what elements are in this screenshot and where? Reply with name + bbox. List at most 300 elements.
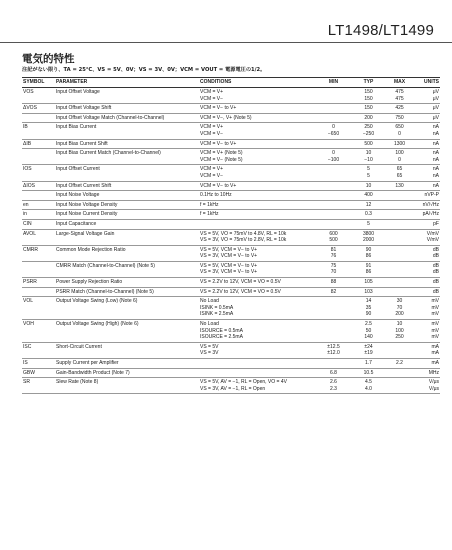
cell-max-line	[387, 263, 412, 270]
cell-units	[413, 165, 440, 181]
cell-units-line: MHz	[428, 369, 439, 376]
cell-units-line: μV	[432, 95, 439, 102]
cell-typ-line: 150	[364, 89, 373, 95]
cell-units-line: mV	[431, 311, 439, 318]
cell-typ	[351, 229, 386, 245]
cell-units-line: nA	[432, 150, 439, 157]
cell-parameter: Supply Current per Amplifier	[55, 359, 199, 369]
cell-max-line	[387, 379, 412, 386]
cell-max-line: 475	[395, 89, 404, 95]
cell-typ	[351, 297, 386, 320]
cell-max	[386, 297, 413, 320]
cell-conditions-line: VS = 3V, VCM = V− to V+	[200, 269, 258, 276]
cell-typ	[351, 200, 386, 210]
cell-units-line: mV	[431, 298, 439, 305]
cell-conditions-line: VS = 2.2V to 12V, VCM = VO = 0.5V	[200, 288, 281, 295]
cell-conditions-line	[200, 370, 315, 377]
cell-max-line: 10	[396, 321, 403, 328]
cell-units	[413, 261, 440, 277]
cell-min-line: 82	[330, 288, 337, 295]
cell-max-line	[387, 370, 412, 377]
table-row	[22, 245, 440, 261]
cell-min-line: 88	[330, 279, 337, 286]
cell-max	[386, 342, 413, 358]
cell-conditions-line: f = 1kHz	[200, 211, 219, 218]
cell-parameter: Output Voltage Swing (Low) (Note 6)	[55, 297, 199, 320]
table-row	[22, 191, 440, 201]
cell-typ	[351, 181, 386, 191]
cell-min-line	[317, 105, 350, 112]
cell-conditions-line: 0.1Hz to 10Hz	[200, 192, 232, 199]
cell-units	[413, 219, 440, 229]
cell-conditions-line: VS = 5V, VCM = V− to V+	[200, 262, 258, 269]
cell-max-line: 130	[395, 182, 404, 189]
cell-min-line: 2.3	[330, 385, 337, 392]
cell-conditions	[199, 287, 316, 297]
cell-typ	[351, 368, 386, 378]
cell-min	[316, 378, 351, 394]
cell-conditions	[199, 113, 316, 123]
cell-min	[316, 139, 351, 149]
cell-max-line: 1300	[393, 140, 406, 147]
cell-typ	[351, 210, 386, 220]
cell-min-line	[317, 360, 350, 367]
cell-min-line	[317, 89, 350, 96]
cell-min-line	[317, 141, 350, 148]
cell-conditions	[199, 139, 316, 149]
cell-parameter: CMRR Match (Channel-to-Channel) (Note 5)	[55, 261, 199, 277]
cell-units-line: nA	[432, 156, 439, 163]
cell-typ-line: 4.0	[365, 385, 372, 392]
electrical-characteristics-table	[22, 77, 440, 394]
table-row	[22, 287, 440, 297]
cell-max	[386, 320, 413, 343]
cell-units-line: nVP-P	[424, 192, 439, 199]
cell-conditions-line: VS = 3V, VO = 75mV to 2.8V, RL = 10k	[200, 237, 287, 244]
cell-max-line: 30	[396, 298, 403, 305]
cell-units-line: dB	[432, 253, 439, 260]
cell-units	[413, 113, 440, 123]
cell-conditions	[199, 245, 316, 261]
cell-conditions-line: VCM = V+	[200, 124, 224, 131]
cell-typ-line: ±24	[364, 343, 373, 350]
cell-max-line: 475	[395, 95, 404, 102]
cell-max-line: 100	[395, 327, 404, 334]
cell-typ	[351, 139, 386, 149]
cell-max	[386, 368, 413, 378]
cell-min-line: ±12.5	[327, 343, 340, 350]
cell-max	[386, 278, 413, 288]
cell-max-line	[387, 386, 412, 393]
cell-max-line: 2.2	[396, 360, 403, 366]
cell-min-line	[317, 305, 350, 312]
cell-conditions	[199, 104, 316, 114]
cell-parameter: Input Bias Current	[55, 123, 199, 139]
cell-typ	[351, 287, 386, 297]
cell-min-line: 75	[330, 262, 337, 269]
cell-units	[413, 297, 440, 320]
cell-max	[386, 219, 413, 229]
cell-typ-line: −250	[362, 130, 375, 137]
cell-typ-line: 12	[365, 201, 372, 208]
table-row	[22, 342, 440, 358]
cell-units-line: V/mV	[426, 237, 439, 244]
cell-max	[386, 229, 413, 245]
cell-symbol: IOS	[22, 165, 55, 181]
cell-symbol: ISC	[22, 342, 55, 358]
cell-conditions-line: VCM = V− to V+	[200, 182, 237, 189]
cell-max-line: 200	[395, 311, 404, 318]
cell-min	[316, 200, 351, 210]
cell-typ	[351, 359, 386, 369]
cell-units-line: dB	[432, 288, 439, 295]
cell-units-line: dB	[432, 279, 439, 286]
cell-conditions-line: No Load	[200, 321, 219, 328]
cell-typ	[351, 278, 386, 288]
table-row	[22, 210, 440, 220]
cell-typ-line: 103	[364, 288, 373, 295]
cell-max-line: 250	[395, 334, 404, 341]
cell-parameter: Input Offset Current	[55, 165, 199, 181]
cell-min-line	[317, 298, 350, 305]
cell-typ	[351, 123, 386, 139]
cell-max-line	[387, 253, 412, 260]
cell-max	[386, 378, 413, 394]
cell-symbol	[22, 287, 55, 297]
cell-units	[413, 210, 440, 220]
cell-min	[316, 104, 351, 114]
cell-symbol: ΔVOS	[22, 104, 55, 114]
cell-parameter: Large-Signal Voltage Gain	[55, 229, 199, 245]
cell-conditions-line: VCM = V−	[200, 95, 224, 102]
cell-units-line: μV	[432, 105, 439, 112]
cell-units-line: mA	[431, 350, 439, 357]
cell-units-line: V/mV	[426, 230, 439, 237]
table-row	[22, 88, 440, 104]
cell-max-line	[387, 237, 412, 244]
cell-typ-line: 1.7	[365, 360, 372, 366]
cell-conditions	[199, 342, 316, 358]
cell-conditions-line: VCM = V+	[200, 166, 224, 173]
cell-conditions-line: ISINK = 2.5mA	[200, 311, 234, 318]
cell-typ-line: 5	[367, 220, 370, 227]
cell-typ-line: −10	[364, 156, 373, 163]
cell-max	[386, 113, 413, 123]
column-header-max: MAX	[386, 78, 413, 88]
cell-min-line	[317, 334, 350, 341]
cell-units	[413, 378, 440, 394]
cell-units-line: dB	[432, 262, 439, 269]
cell-min	[316, 113, 351, 123]
cell-units	[413, 181, 440, 191]
cell-symbol: IS	[22, 359, 55, 369]
cell-conditions-line	[200, 221, 315, 228]
cell-units-line: dB	[432, 269, 439, 276]
cell-symbol: PSRR	[22, 278, 55, 288]
cell-min	[316, 261, 351, 277]
cell-typ-line: 90	[365, 246, 372, 253]
cell-typ	[351, 149, 386, 165]
cell-parameter: Power Supply Rejection Ratio	[55, 278, 199, 288]
cell-typ-line: 35	[365, 304, 372, 311]
cell-max-line: 70	[396, 304, 403, 311]
cell-min-line	[317, 311, 350, 318]
cell-units-line: nA	[432, 182, 439, 189]
cell-symbol: SR	[22, 378, 55, 394]
cell-typ-line: 86	[365, 269, 372, 276]
cell-typ	[351, 104, 386, 114]
table-row	[22, 278, 440, 288]
cell-units	[413, 123, 440, 139]
cell-min-line	[317, 211, 350, 218]
cell-units	[413, 139, 440, 149]
cell-typ-line: 91	[365, 262, 372, 269]
cell-max	[386, 210, 413, 220]
cell-conditions	[199, 278, 316, 288]
cell-typ	[351, 88, 386, 104]
cell-conditions-line: VCM = V− to V+	[200, 140, 237, 147]
cell-symbol	[22, 113, 55, 123]
cell-units-line: mA	[431, 343, 439, 350]
cell-symbol: en	[22, 200, 55, 210]
cell-max	[386, 181, 413, 191]
table-header-row	[22, 78, 440, 88]
cell-units	[413, 287, 440, 297]
table-row	[22, 378, 440, 394]
cell-max-line	[387, 269, 412, 276]
cell-units	[413, 342, 440, 358]
cell-units-line: mV	[431, 321, 439, 328]
cell-parameter: Input Noise Voltage Density	[55, 200, 199, 210]
cell-min-line: 76	[330, 253, 337, 260]
cell-min-line	[317, 183, 350, 190]
cell-conditions-line: VS = 5V, AV = −1, RL = Open, VO = 4V	[200, 379, 287, 386]
cell-conditions-line: No Load	[200, 298, 219, 305]
cell-max-line	[387, 289, 412, 296]
cell-conditions	[199, 261, 316, 277]
cell-symbol: ΔIB	[22, 139, 55, 149]
cell-units-line: V/μs	[428, 379, 439, 386]
table-row	[22, 104, 440, 114]
cell-units	[413, 359, 440, 369]
cell-units	[413, 278, 440, 288]
cell-max-line: 0	[398, 130, 401, 137]
cell-conditions-line: VCM = V− (Note 5)	[200, 156, 243, 163]
cell-max-line: 65	[396, 172, 403, 179]
cell-min-line: −100	[327, 156, 340, 163]
cell-typ-line: 2.5	[365, 321, 372, 328]
cell-typ-line: 5	[367, 172, 370, 179]
cell-max	[386, 123, 413, 139]
cell-parameter: Input Bias Current Shift	[55, 139, 199, 149]
cell-conditions-line: VCM = V+ (Note 5)	[200, 150, 243, 157]
cell-typ-line: 150	[364, 95, 373, 102]
cell-min-line: 0	[332, 150, 335, 157]
cell-min	[316, 219, 351, 229]
cell-max-line: 0	[398, 156, 401, 163]
cell-min	[316, 149, 351, 165]
cell-conditions	[199, 123, 316, 139]
cell-typ	[351, 191, 386, 201]
cell-conditions	[199, 210, 316, 220]
cell-conditions-line: ISINK = 0.5mA	[200, 304, 234, 311]
cell-min	[316, 123, 351, 139]
table-row	[22, 297, 440, 320]
cell-max	[386, 191, 413, 201]
cell-max-line: 650	[395, 124, 404, 131]
cell-max	[386, 200, 413, 210]
cell-units-line: nA	[432, 124, 439, 131]
table-row	[22, 123, 440, 139]
cell-typ-line: 10	[365, 150, 372, 157]
table-row	[22, 261, 440, 277]
cell-min	[316, 165, 351, 181]
cell-units-line: mV	[431, 304, 439, 311]
column-header-parameter: PARAMETER	[55, 78, 199, 88]
cell-conditions	[199, 359, 316, 369]
cell-symbol: CIN	[22, 219, 55, 229]
cell-min-line	[317, 328, 350, 335]
cell-conditions-line: VCM = V−, V+ (Note 5)	[200, 114, 252, 121]
cell-parameter: Gain-Bandwidth Product (Note 7)	[55, 368, 199, 378]
cell-conditions-line: VS = 3V, AV = −1, RL = Open	[200, 385, 266, 392]
table-row	[22, 165, 440, 181]
cell-max	[386, 245, 413, 261]
section-subheading: 注記がない限り、TA = 25°C、VS = 5V、0V；VS = 3V、0V；VCM = VOUT = 電源電圧の1/2。	[22, 67, 266, 73]
cell-min-line	[317, 202, 350, 209]
cell-conditions	[199, 191, 316, 201]
cell-parameter: PSRR Match (Channel-to-Channel) (Note 5)	[55, 287, 199, 297]
cell-units-line: nA	[432, 140, 439, 147]
cell-units-line: dB	[432, 246, 439, 253]
cell-symbol	[22, 191, 55, 201]
cell-symbol: VOS	[22, 88, 55, 104]
table-row	[22, 359, 440, 369]
cell-max-line	[387, 231, 412, 238]
cell-parameter: Input Offset Voltage Shift	[55, 104, 199, 114]
cell-parameter: Input Capacitance	[55, 219, 199, 229]
column-header-symbol: SYMBOL	[22, 78, 55, 88]
cell-units-line: nA	[432, 130, 439, 137]
cell-parameter: Input Offset Current Shift	[55, 181, 199, 191]
column-header-units: UNITS	[413, 78, 440, 88]
cell-typ-line: 5	[367, 166, 370, 173]
cell-min-line: 2.6	[330, 379, 337, 386]
part-number: LT1498/LT1499	[327, 22, 434, 39]
cell-units-line: mV	[431, 334, 439, 341]
cell-max	[386, 261, 413, 277]
cell-units	[413, 245, 440, 261]
cell-typ-line: 3800	[362, 230, 375, 237]
cell-units	[413, 200, 440, 210]
cell-typ-line: 105	[364, 279, 373, 286]
cell-min	[316, 278, 351, 288]
cell-units	[413, 320, 440, 343]
cell-conditions	[199, 297, 316, 320]
cell-units-line: mV	[431, 327, 439, 334]
cell-min	[316, 210, 351, 220]
cell-parameter: Short-Circuit Current	[55, 342, 199, 358]
cell-units	[413, 368, 440, 378]
cell-typ	[351, 378, 386, 394]
cell-units	[413, 104, 440, 114]
cell-typ	[351, 219, 386, 229]
cell-max-line	[387, 221, 412, 228]
cell-conditions	[199, 88, 316, 104]
table-row	[22, 113, 440, 123]
cell-typ-line: 4.5	[365, 379, 372, 386]
cell-symbol: GBW	[22, 368, 55, 378]
table-row	[22, 200, 440, 210]
cell-conditions-line: ISOURCE = 0.5mA	[200, 327, 243, 334]
cell-units-line: nA	[432, 172, 439, 179]
cell-units-line: pF	[433, 220, 439, 227]
cell-typ-line: 90	[365, 311, 372, 318]
table-row	[22, 139, 440, 149]
column-header-conditions: CONDITIONS	[199, 78, 316, 88]
cell-typ-line: 10.5	[363, 369, 374, 376]
cell-conditions	[199, 229, 316, 245]
cell-min	[316, 342, 351, 358]
cell-min-line: −650	[327, 130, 340, 137]
cell-units-line: pA/√Hz	[422, 211, 439, 218]
table-row	[22, 320, 440, 343]
cell-typ	[351, 113, 386, 123]
cell-max-line: 750	[395, 114, 404, 121]
cell-conditions-line: VCM = V+	[200, 89, 224, 95]
cell-conditions	[199, 165, 316, 181]
cell-max	[386, 287, 413, 297]
cell-min-line	[317, 221, 350, 228]
cell-symbol: IB	[22, 123, 55, 139]
cell-typ-line: 500	[364, 140, 373, 147]
cell-conditions-line: VCM = V−	[200, 172, 224, 179]
cell-min-line	[317, 166, 350, 173]
table-row	[22, 149, 440, 165]
cell-typ-line: 14	[365, 298, 372, 305]
cell-units-line: nV/√Hz	[422, 201, 439, 208]
cell-conditions-line	[200, 360, 315, 367]
cell-min-line	[317, 96, 350, 103]
cell-typ-line: ±19	[364, 350, 373, 357]
cell-min-line	[317, 321, 350, 328]
cell-min-line	[317, 115, 350, 122]
cell-parameter: Input Offset Voltage	[55, 88, 199, 104]
cell-typ-line: 400	[364, 192, 373, 199]
cell-conditions-line: VCM = V−	[200, 130, 224, 137]
cell-min-line: 500	[329, 237, 338, 244]
cell-max-line: 100	[395, 150, 404, 157]
cell-units	[413, 88, 440, 104]
cell-conditions	[199, 200, 316, 210]
table-row	[22, 219, 440, 229]
cell-min	[316, 191, 351, 201]
cell-min	[316, 181, 351, 191]
cell-typ-line: 140	[364, 334, 373, 341]
cell-max-line	[387, 202, 412, 209]
cell-max-line	[387, 350, 412, 357]
cell-typ-line: 86	[365, 253, 372, 260]
cell-max	[386, 139, 413, 149]
cell-typ-line: 2000	[362, 237, 375, 244]
cell-typ-line: 0.3	[365, 211, 372, 218]
cell-parameter: Input Bias Current Match (Channel-to-Channel)	[55, 149, 199, 165]
cell-conditions-line: VS = 3V	[200, 350, 219, 357]
cell-units-line: V/μs	[428, 385, 439, 392]
cell-typ-line: 50	[365, 327, 372, 334]
cell-min-line	[317, 173, 350, 180]
cell-min	[316, 245, 351, 261]
